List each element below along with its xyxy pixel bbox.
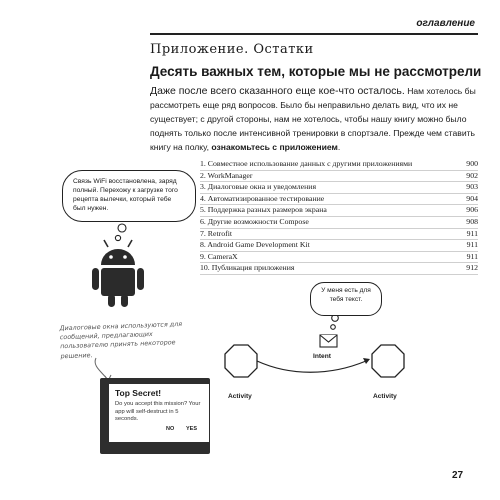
thought-bubble-text: Связь WiFi восстановлена, заряд полный. Перехожу к загрузке того рецепта вылечки, который тебе был нужен. bbox=[73, 178, 178, 212]
alert-dialog bbox=[109, 384, 209, 442]
android-robot-icon bbox=[92, 240, 144, 307]
toc-item-title: 9. CameraX bbox=[200, 251, 238, 261]
toc-item-page: 904 bbox=[466, 193, 478, 203]
toc-item-page: 911 bbox=[466, 251, 478, 261]
toc-item-page: 911 bbox=[466, 228, 478, 238]
toc-item-page: 912 bbox=[466, 263, 478, 273]
toc-item-page: 902 bbox=[466, 170, 478, 180]
intent-arrow bbox=[257, 361, 366, 372]
dialog-yes-button[interactable]: YES bbox=[186, 426, 198, 432]
dialog-title: Top Secret! bbox=[115, 388, 162, 398]
activity-label-right: Activity bbox=[373, 393, 397, 400]
toc-item-title: 1. Совместное использование данных с другими приложениями bbox=[200, 159, 413, 168]
dialog-message: Do you accept this mission? Your app will self-destruct in 5 seconds. bbox=[115, 401, 201, 422]
toc-item-page: 908 bbox=[466, 216, 478, 226]
toc-item-page: 903 bbox=[466, 182, 478, 192]
intro-lead: Даже после всего сказанного еще кое-что осталось. bbox=[150, 85, 405, 97]
toc-item-title: 10. Публикация приложения bbox=[200, 263, 295, 273]
toc-item-title: 6. Другие возможности Compose bbox=[200, 216, 309, 226]
toc-item-page: 906 bbox=[466, 205, 478, 215]
toc-item-title: 5. Поддержка разных размеров экрана bbox=[200, 205, 327, 215]
intent-arrowhead bbox=[363, 358, 370, 364]
toc-item-title: 2. WorkManager bbox=[200, 170, 253, 180]
thought-bubble-intent-text: У меня есть для тебя текст. bbox=[321, 287, 371, 303]
intro-end: . bbox=[337, 142, 341, 152]
intro-bold-tail: ознакомьтесь с приложением bbox=[211, 142, 338, 152]
dialog-no-button[interactable]: NO bbox=[166, 426, 175, 432]
note-arrow bbox=[95, 358, 108, 380]
thought-bubble-tail-android bbox=[115, 224, 126, 241]
page-number: 27 bbox=[452, 470, 464, 481]
activity-label-left: Activity bbox=[228, 393, 252, 400]
toc-item-title: 7. Retrofit bbox=[200, 228, 233, 238]
dialog-handwritten-note: Диалоговые окна используются для сообщений, предлагающих пользователю принять некоторое решение. bbox=[59, 320, 183, 360]
activity-node-right bbox=[372, 345, 404, 377]
envelope-icon bbox=[320, 335, 337, 347]
toc-item-page: 911 bbox=[466, 240, 478, 250]
intent-label: Intent bbox=[313, 353, 331, 360]
toc-item-title: 3. Диалоговые окна и уведомления bbox=[200, 182, 317, 192]
thought-bubble-tail-intent bbox=[331, 315, 339, 330]
toc-item-title: 8. Android Game Development Kit bbox=[200, 240, 310, 250]
toc-item-title: 4. Автоматизированное тестирование bbox=[200, 193, 325, 203]
appendix-title: Приложение. Остатки bbox=[150, 42, 314, 57]
thought-bubble-intent bbox=[310, 282, 382, 316]
intro-body: Нам хотелось бы рассмотреть еще ряд вопросов. Было бы неправильно делать вид, что их не существует; с другой стороны, нам не хотелось, чтобы нашу книгу можно было поднять только после интенсивной тренировки в спортзале. Прежде чем ставить книгу на полку, bbox=[150, 86, 476, 152]
section-label: оглавление bbox=[416, 18, 475, 29]
activity-node-left bbox=[225, 345, 257, 377]
toc-item-page: 900 bbox=[466, 159, 478, 168]
main-heading: Десять важных тем, которые мы не рассмотрели bbox=[150, 64, 482, 79]
